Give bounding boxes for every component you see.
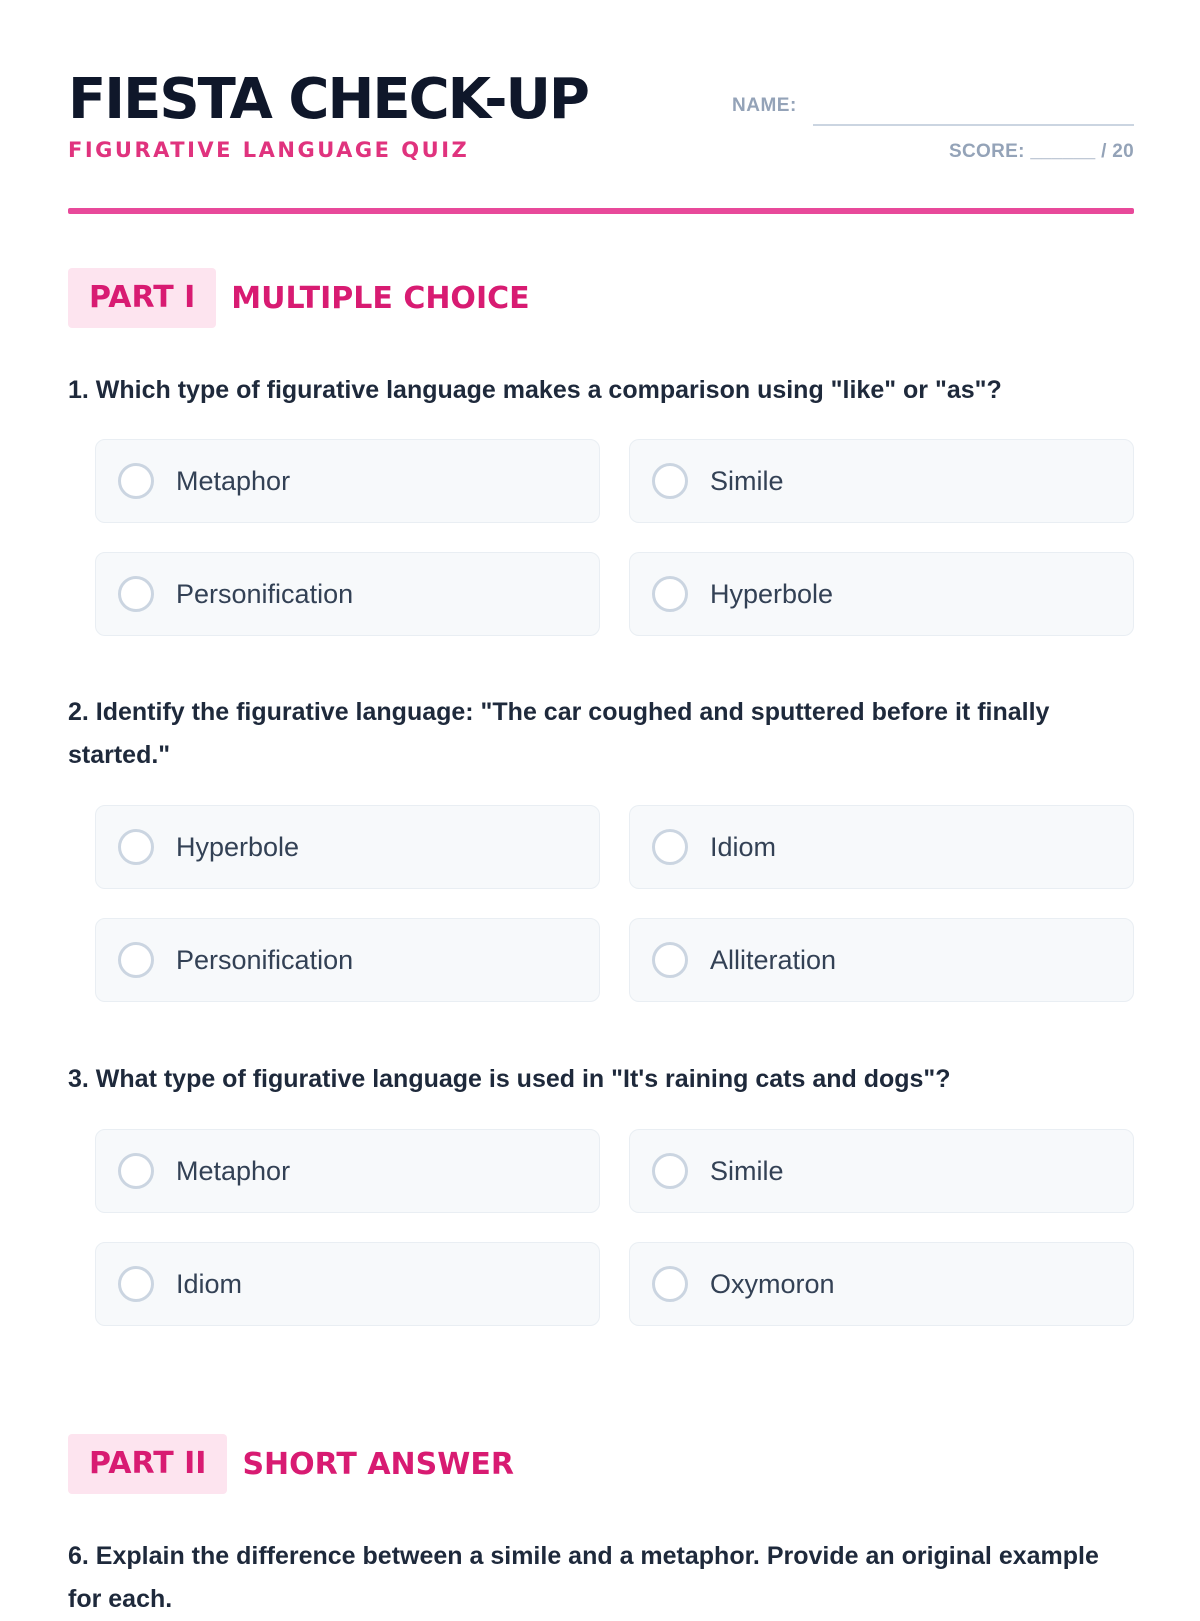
radio-icon[interactable] xyxy=(652,576,688,612)
option-label: Metaphor xyxy=(176,1155,291,1186)
radio-icon[interactable] xyxy=(118,463,154,499)
part-title: MULTIPLE CHOICE xyxy=(231,280,530,316)
option-q1-c[interactable] xyxy=(95,552,600,636)
option-label: Simile xyxy=(710,465,784,496)
option-q2-d[interactable] xyxy=(629,918,1134,1002)
option-q1-b[interactable] xyxy=(629,439,1134,523)
option-label: Personification xyxy=(176,944,354,975)
option-label: Alliteration xyxy=(710,944,837,975)
name-label: NAME: xyxy=(732,95,797,116)
option-q3-c[interactable] xyxy=(95,1242,600,1326)
quiz-title: FIESTA CHECK-UP xyxy=(68,67,588,132)
part-heading-1 xyxy=(68,268,530,328)
radio-icon[interactable] xyxy=(652,1153,688,1189)
option-label: Metaphor xyxy=(176,465,291,496)
option-q1-d[interactable] xyxy=(629,552,1134,636)
radio-icon[interactable] xyxy=(118,576,154,612)
question-6: 6. Explain the difference between a simile and a metaphor. Provide an original example for each. xyxy=(68,1542,1099,1613)
quiz-subtitle: FIGURATIVE LANGUAGE QUIZ xyxy=(68,138,470,162)
radio-icon[interactable] xyxy=(652,829,688,865)
part-badge: PART I xyxy=(68,268,216,328)
option-q1-a[interactable] xyxy=(95,439,600,523)
part-title: SHORT ANSWER xyxy=(242,1446,514,1482)
part-badge: PART II xyxy=(68,1434,227,1494)
radio-icon[interactable] xyxy=(118,829,154,865)
option-q2-c[interactable] xyxy=(95,918,600,1002)
radio-icon[interactable] xyxy=(118,1266,154,1302)
radio-icon[interactable] xyxy=(652,942,688,978)
radio-icon[interactable] xyxy=(118,1153,154,1189)
option-q2-a[interactable] xyxy=(95,805,600,889)
option-label: Hyperbole xyxy=(710,578,834,609)
option-q3-d[interactable] xyxy=(629,1242,1134,1326)
header-divider xyxy=(68,208,1134,214)
option-q2-b[interactable] xyxy=(629,805,1134,889)
radio-icon[interactable] xyxy=(118,942,154,978)
radio-icon[interactable] xyxy=(652,463,688,499)
score-field: SCORE: ______ / 20 xyxy=(949,141,1134,162)
question-1: 1. Which type of figurative language makes a comparison using "like" or "as"? xyxy=(68,376,1002,404)
part-heading-2 xyxy=(68,1434,514,1494)
question-2: 2. Identify the figurative language: "The car coughed and sputtered before it finally started." xyxy=(68,698,1050,769)
option-label: Personification xyxy=(176,578,354,609)
question-3: 3. What type of figurative language is used in "It's raining cats and dogs"? xyxy=(68,1065,951,1093)
option-q3-a[interactable] xyxy=(95,1129,600,1213)
option-label: Oxymoron xyxy=(710,1268,835,1299)
option-q3-b[interactable] xyxy=(629,1129,1134,1213)
option-label: Idiom xyxy=(176,1268,243,1299)
option-label: Simile xyxy=(710,1155,784,1186)
option-label: Idiom xyxy=(710,831,777,862)
option-label: Hyperbole xyxy=(176,831,300,862)
radio-icon[interactable] xyxy=(652,1266,688,1302)
name-field[interactable] xyxy=(813,124,1134,126)
